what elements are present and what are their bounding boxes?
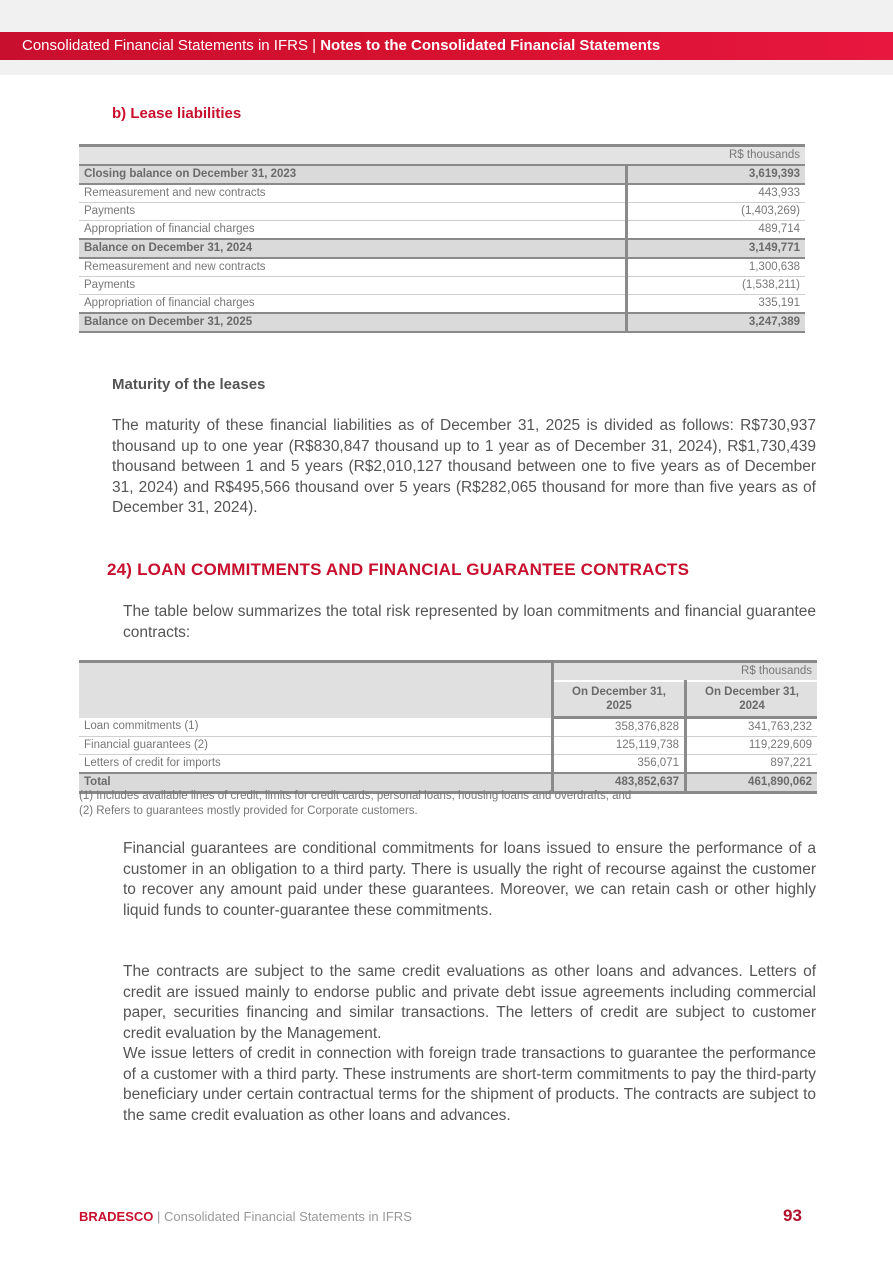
table-row bbox=[79, 258, 805, 277]
table-footnotes bbox=[79, 789, 631, 819]
row-label: Payments bbox=[79, 203, 627, 221]
row-label: Remeasurement and new contracts bbox=[79, 258, 627, 277]
letters-of-credit-paragraph: We issue letters of credit in connection with foreign trade transactions to guarantee the performance of a customer with a third party. These instruments are short-term commitments to pay the third-party beneficiary under certain contractual terms for the shipment of products. The contracts are subject to the same credit evaluation as other loans and advances. bbox=[123, 1045, 816, 1124]
row-value: 489,714 bbox=[627, 221, 806, 240]
row-value: 3,149,771 bbox=[627, 239, 806, 258]
column-header-2025: On December 31, 2025 bbox=[553, 681, 686, 718]
row-label: Balance on December 31, 2024 bbox=[79, 239, 627, 258]
table-row bbox=[79, 313, 805, 332]
row-label: Loan commitments (1) bbox=[79, 718, 553, 737]
footnote-2: (2) Refers to guarantees mostly provided for Corporate customers. bbox=[79, 805, 418, 817]
table-row bbox=[79, 755, 817, 774]
table-row bbox=[79, 165, 805, 184]
footer-text: Consolidated Financial Statements in IFRS bbox=[164, 1209, 412, 1224]
table-row bbox=[79, 184, 805, 203]
footer-brand: BRADESCO bbox=[79, 1209, 154, 1224]
top-margin bbox=[0, 0, 893, 32]
table-unit-row bbox=[79, 146, 805, 166]
page-footer bbox=[79, 1209, 412, 1224]
row-label: Balance on December 31, 2025 bbox=[79, 313, 627, 332]
footer-separator: | bbox=[153, 1209, 165, 1224]
table-row bbox=[79, 718, 817, 737]
row-value-2024: 341,763,232 bbox=[686, 718, 818, 737]
maturity-paragraph: The maturity of these financial liabilities as of December 31, 2025 is divided as follows: R$730,937 thousand up to one year (R$830,847 thousand up to 1 year as of December 31, 2024), R$1,730,439 thousand between 1 and 5 years (R$2,010,127 thousand between one to five years as of December 31, 2024) and R$495,566 thousand over 5 years (R$282,065 thousand for more than five years as of December 31, 2024). bbox=[112, 417, 816, 516]
column-header-2024: On December 31, 2024 bbox=[686, 681, 818, 718]
unit-label: R$ thousands bbox=[553, 662, 818, 682]
table-row bbox=[79, 295, 805, 314]
footnote-1: (1) Includes available lines of credit, limits for credit cards, personal loans, housing loans and overdrafts; and bbox=[79, 790, 632, 802]
row-value: 3,247,389 bbox=[627, 313, 806, 332]
row-label: Payments bbox=[79, 277, 627, 295]
contracts-paragraph: The contracts are subject to the same credit evaluations as other loans and advances. Letters of credit are issued mainly to endorse public and private debt issue agreements including commercial paper, securities financing and similar transactions. The letters of credit are subject to customer credit evaluation by the Management. bbox=[123, 963, 816, 1042]
table-row bbox=[79, 239, 805, 258]
header-under-strip bbox=[0, 60, 893, 75]
row-label: Appropriation of financial charges bbox=[79, 295, 627, 314]
row-label: Remeasurement and new contracts bbox=[79, 184, 627, 203]
section-24-title: 24) LOAN COMMITMENTS AND FINANCIAL GUARANTEE CONTRACTS bbox=[107, 560, 690, 579]
table-row bbox=[79, 221, 805, 240]
loan-commitments-table bbox=[79, 660, 817, 794]
financial-guarantees-paragraph: Financial guarantees are conditional commitments for loans issued to ensure the performance of a customer in an obligation to a third party. There is usually the right of recourse against the customer to recover any amount paid under these guarantees. Moreover, we can retain cash or other highly liquid funds to counter-guarantee these commitments. bbox=[123, 840, 816, 919]
row-value-2024: 897,221 bbox=[686, 755, 818, 774]
unit-label: R$ thousands bbox=[79, 146, 805, 166]
page-number: 93 bbox=[783, 1206, 802, 1225]
lease-liabilities-heading: b) Lease liabilities bbox=[112, 105, 242, 122]
header-section: Consolidated Financial Statements in IFRS bbox=[22, 37, 308, 54]
row-value: 3,619,393 bbox=[627, 165, 806, 184]
header-title: Notes to the Consolidated Financial Statements bbox=[320, 37, 661, 54]
row-value-2025: 358,376,828 bbox=[553, 718, 686, 737]
row-value: (1,538,211) bbox=[627, 277, 806, 295]
row-value-2024: 119,229,609 bbox=[686, 737, 818, 755]
row-value-2025: 356,071 bbox=[553, 755, 686, 774]
row-value: 335,191 bbox=[627, 295, 806, 314]
maturity-heading: Maturity of the leases bbox=[112, 376, 266, 393]
total-value-2025: 483,852,637 bbox=[553, 773, 686, 793]
lease-liabilities-table bbox=[79, 144, 805, 333]
row-label: Financial guarantees (2) bbox=[79, 737, 553, 755]
row-value: 443,933 bbox=[627, 184, 806, 203]
row-label: Closing balance on December 31, 2023 bbox=[79, 165, 627, 184]
row-value-2025: 125,119,738 bbox=[553, 737, 686, 755]
table-row bbox=[79, 277, 805, 295]
row-label: Letters of credit for imports bbox=[79, 755, 553, 774]
section-24-intro: The table below summarizes the total risk represented by loan commitments and financial guarantee contracts: bbox=[123, 603, 816, 641]
table-row bbox=[79, 203, 805, 221]
page-header bbox=[0, 32, 893, 60]
table-row bbox=[79, 737, 817, 755]
row-value: 1,300,638 bbox=[627, 258, 806, 277]
header-blank-cell bbox=[79, 662, 553, 718]
total-value-2024: 461,890,062 bbox=[686, 773, 818, 793]
total-label: Total bbox=[79, 773, 553, 793]
table-unit-row bbox=[79, 662, 817, 682]
row-label: Appropriation of financial charges bbox=[79, 221, 627, 240]
row-value: (1,403,269) bbox=[627, 203, 806, 221]
header-separator: | bbox=[307, 37, 321, 54]
contracts-paragraphs bbox=[123, 962, 816, 1126]
